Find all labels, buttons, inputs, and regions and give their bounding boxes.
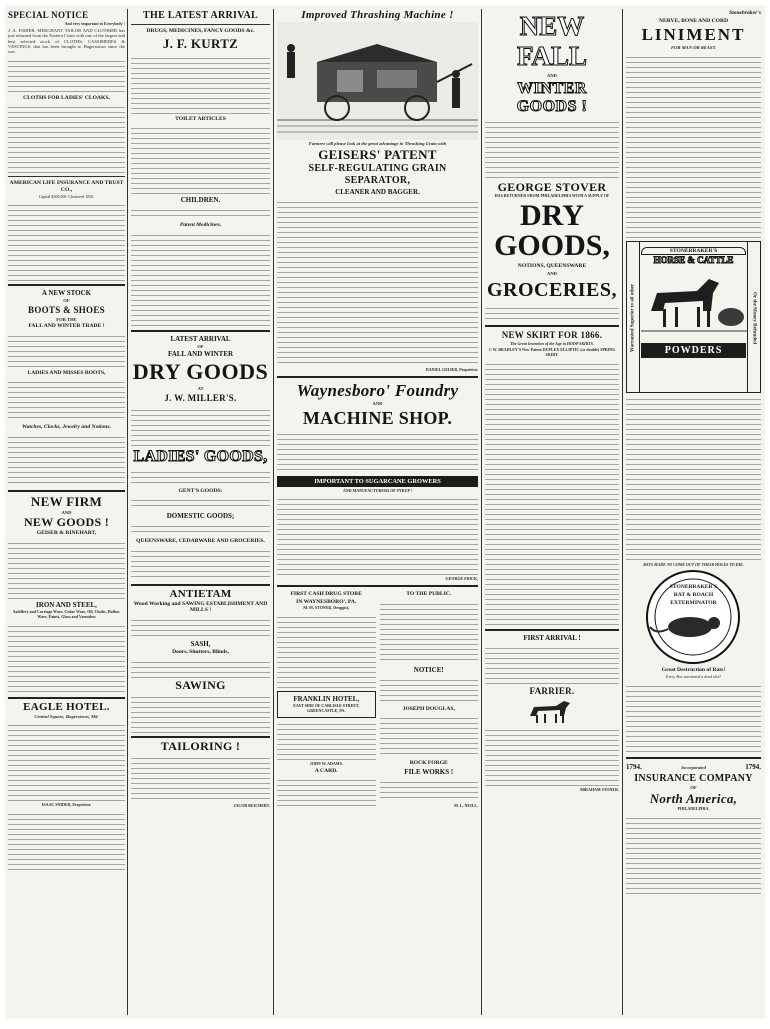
- powders-name: HORSE & CATTLE: [653, 255, 734, 266]
- geiser-signature: DANIEL GEISER, Proprietor.: [425, 367, 478, 373]
- text-block: [277, 776, 376, 810]
- skirt-name: J. W. BRADLEY'S New Patent DUPLEX ELLIPTIC (or double) SPRING SKIRT.: [488, 347, 616, 357]
- queensware-heading: QUEENSWARE, CEDARWARE AND GROCERIES.: [136, 538, 265, 545]
- powders-center: [641, 246, 746, 361]
- insurance-sub: Capital $500,000. Chartered 1850.: [38, 193, 95, 199]
- watches-heading: Watches, Clocks, Jewelry and Notions.: [22, 424, 111, 431]
- geiser-patent-title: GEISERS' PATENT: [318, 147, 437, 163]
- text-block: [626, 814, 761, 894]
- bottom-split: [277, 590, 478, 812]
- franklin-hotel-box: [277, 691, 376, 718]
- year-right: 1794.: [745, 762, 761, 771]
- text-block: [277, 495, 478, 575]
- text-block: [8, 378, 125, 422]
- thrashing-caption: Farmers will please look at the great advantage in Thrashing Grain with: [308, 141, 447, 146]
- text-block: [485, 644, 619, 684]
- stover-dry-goods: DRY GOODS,: [494, 199, 610, 263]
- special-notice-title: SPECIAL NOTICE: [8, 10, 89, 20]
- machine-shop-title: MACHINE SHOP.: [302, 407, 453, 428]
- text-block: [277, 198, 478, 366]
- text-block: [131, 754, 270, 802]
- incorporated-label: Incorporated: [681, 764, 706, 770]
- stonebraker-title: Stonebraker's: [728, 10, 761, 16]
- patent-heading: Patent Medicines.: [179, 222, 222, 229]
- text-block: [277, 430, 478, 474]
- year-left: 1794.: [626, 762, 642, 771]
- drug-column: [277, 590, 376, 812]
- column-3: [277, 9, 478, 1015]
- insurance-title: AMERICAN LIFE INSURANCE AND TRUST CO.,: [9, 180, 124, 194]
- geiser-rinehart: GEISER & RINEHART,: [36, 530, 97, 537]
- side-text-left: Warranted Superior to all other: [630, 283, 636, 352]
- text-block: [626, 53, 761, 239]
- latest-arrival-sub: DRUGS, MEDICINES, FANCY GOODS &c.: [146, 28, 255, 34]
- text-block: [485, 726, 619, 786]
- insurance-city: PHILADELPHIA.: [677, 806, 710, 812]
- fall-winter-heading: FALL AND WINTER: [167, 350, 234, 359]
- column-2: [131, 9, 270, 1015]
- text-block: [380, 676, 479, 704]
- franklin-hotel-sub: EAST SIDE OF CARLISLE STREET, GREENCASTLE, PA.: [293, 703, 360, 713]
- kurtz-name: J. F. KURTZ: [162, 35, 239, 51]
- rat-seal-text: [646, 583, 741, 607]
- text-block: [8, 57, 125, 93]
- iron-steel-title: IRON AND STEEL,: [36, 601, 97, 609]
- skirt-sub: The Great Invention of the Age in HOOP SKIRTS.: [510, 341, 594, 347]
- notice-heading: NOTICE!: [413, 665, 444, 674]
- thrashing-machine-illustration: [277, 22, 478, 140]
- powders-ad: [626, 241, 761, 393]
- franklin-hotel-title: FRANKLIN HOTEL,: [293, 695, 360, 704]
- rat-exterminator-ad: [626, 569, 761, 665]
- drug-store-title: FIRST CASH DRUG STORE: [290, 591, 362, 598]
- side-bar-right: [747, 242, 760, 392]
- liniment-sub: FOR MAN OR BEAST.: [670, 45, 717, 51]
- text-block: [131, 547, 270, 581]
- cloths-heading: CLOTHS FOR LADIES' CLOAKS,: [23, 94, 110, 101]
- miller-name: J. W. MILLER'S.: [164, 392, 237, 403]
- drug-store-owner: M. M. STONER, Druggist,: [303, 605, 350, 611]
- side-bar-left: [627, 242, 640, 392]
- column-5: [626, 9, 761, 1015]
- text-block: [277, 720, 376, 760]
- foundry-title: Waynesboro' Foundry: [296, 381, 459, 401]
- boots-for: FOR THE: [56, 316, 77, 322]
- boots-title: A NEW STOCK: [41, 289, 92, 298]
- text-block: [131, 231, 270, 327]
- stover-name: GEORGE STOVER: [497, 180, 607, 195]
- notices-column: [380, 590, 479, 812]
- dry-goods-at: AT: [197, 386, 204, 392]
- rats-great: Great Destruction of Rats!: [661, 667, 726, 674]
- text-block: [131, 658, 270, 678]
- text-block: [380, 714, 479, 758]
- gents-goods-heading: GENT'S GOODS:: [178, 487, 223, 494]
- notions-heading: NOTIONS, QUEENSWARE: [517, 263, 587, 270]
- side-text-right: Or the Money Refunded: [751, 291, 757, 344]
- latest-arrival-title: THE LATEST ARRIVAL: [143, 10, 258, 21]
- text-block: [8, 103, 125, 173]
- eagle-hotel-owner: ISAAC SNIDER, Proprietor.: [41, 802, 92, 807]
- new-goods-title: NEW GOODS !: [23, 515, 110, 530]
- text-block: [131, 693, 270, 733]
- boots-name: BOOTS & SHOES: [28, 304, 105, 315]
- column-1: [8, 9, 125, 1015]
- dry-goods-title: DRY GOODS: [132, 359, 269, 385]
- iron-steel-sub: Saddlery and Carriage Ware, Cedar Ware, Oil, Cloths, Hollow Ware, Paints, Glass and Varnishes: [13, 609, 120, 619]
- text-block: [131, 468, 270, 486]
- liniment-title: LINIMENT: [641, 25, 746, 45]
- text-block: [8, 539, 125, 599]
- text-block: [131, 54, 270, 114]
- franklin-hotel-owner: JOHN W. ADAMS.: [309, 760, 343, 766]
- farrier-heading: FARRIER.: [529, 685, 575, 696]
- new-firm-title: NEW FIRM: [30, 494, 103, 509]
- text-block: [485, 304, 619, 322]
- winter-goods-title: WINTER GOODS !: [516, 80, 588, 116]
- text-block: [277, 613, 376, 689]
- text-block: [8, 622, 125, 694]
- douglas-heading: JOSEPH DOUGLAS,: [402, 705, 455, 712]
- thrashing-headline: Improved Thrashing Machine !: [301, 9, 454, 21]
- text-block: [485, 118, 619, 180]
- text-block: [131, 496, 270, 510]
- north-america-title: North America,: [649, 791, 738, 807]
- boots-of: OF: [63, 298, 70, 304]
- text-block: [8, 721, 125, 801]
- stover-sub: HAS RETURNED FROM PHILADELPHIA WITH A SUPPLY OF: [494, 193, 610, 199]
- file-works-heading: FILE WORKS !: [404, 767, 454, 776]
- latest-of: OF: [197, 343, 204, 349]
- special-notice-sub: And very important to Everybody !: [64, 21, 125, 26]
- boots-sub: LADIES AND MISSES BOOTS,: [27, 369, 106, 376]
- special-notice-text: J. A. FISHER, MERCHANT TAILOR AND CLOTHIER has just returned from the Eastern Cities with one of the largest and best selected stock of CLOTHS, CASSIMERES & VESTINGS, that has been brought to Hagerstown since the war.: [8, 27, 125, 55]
- new-fall-and: AND: [547, 73, 557, 78]
- rats-sub: Every Box warranted a dead shot!: [666, 673, 721, 679]
- text-block: [380, 600, 479, 664]
- column-4: [485, 9, 619, 1015]
- boots-season: FALL AND WINTER TRADE !: [28, 323, 105, 330]
- ladies-goods-heading: LADIES' GOODS,: [133, 447, 268, 465]
- text-block: [485, 360, 619, 626]
- sawing-heading: SAWING: [175, 677, 226, 692]
- newspaper-page: [5, 5, 765, 1019]
- tailoring-title: TAILORING !: [160, 738, 241, 753]
- foundry-and: AND: [372, 401, 383, 407]
- domestic-heading: DOMESTIC GOODS;: [166, 512, 235, 521]
- eagle-hotel-sub: Central Square, Hagerstown, Md.: [34, 713, 99, 719]
- rats-word: EXTERMINATOR: [670, 599, 717, 606]
- horse-cattle-icon: [641, 265, 748, 341]
- new-firm-and: AND: [61, 510, 72, 515]
- rats-brand: STONEBRAKER'S: [669, 584, 718, 591]
- text-block: [8, 810, 125, 870]
- antietam-title: ANTIETAM: [169, 587, 232, 600]
- horse-icon: [522, 698, 582, 724]
- text-block: [131, 522, 270, 536]
- column-rule: [127, 9, 128, 1015]
- column-rule: [481, 9, 482, 1015]
- latest-arrival-2: LATEST ARRIVAL: [170, 334, 231, 343]
- children-heading: CHILDREN.: [180, 196, 221, 205]
- foundry-signature: GEORGE FRICK,: [445, 576, 478, 582]
- tailor-name: JACOB REICHERT.: [233, 802, 270, 808]
- text-block: [131, 206, 270, 220]
- sugarcane-heading: IMPORTANT TO SUGARCANE GROWERS: [277, 476, 478, 487]
- powders-word: POWDERS: [641, 343, 746, 358]
- text-block: [626, 395, 761, 561]
- powders-banner: STONEBRAKER'S: [641, 247, 746, 256]
- column-rule: [273, 9, 274, 1015]
- text-block: [626, 682, 761, 754]
- groceries-title: GROCERIES,: [486, 279, 618, 302]
- skirt-title: NEW SKIRT FOR 1866.: [501, 330, 603, 341]
- stonebraker-sub: NERVE, BONE AND CORD: [658, 17, 729, 24]
- text-block: [8, 332, 125, 368]
- eagle-hotel-title: EAGLE HOTEL.: [23, 700, 110, 713]
- sash-heading: SASH,: [190, 639, 211, 648]
- insurance-of: OF: [690, 784, 697, 790]
- new-fall-title: NEW FALL: [516, 11, 587, 71]
- toilet-heading: TOILET ARTICLES: [175, 115, 226, 122]
- text-block: [8, 201, 125, 281]
- rock-forge-heading: ROCK FORGE: [409, 760, 448, 767]
- antietam-sub: Wood Working and SAWING ESTABLISHMENT AND MILLS !: [133, 600, 268, 614]
- rats-title: RATS MADE TO COME OUT OF THEIR HOLES TO DIE.: [643, 561, 744, 567]
- column-rule: [622, 9, 623, 1015]
- notions-and: AND: [547, 270, 557, 276]
- text-block: [131, 124, 270, 194]
- geiser-patent-sub: CLEANER AND BAGGER.: [335, 188, 420, 197]
- insurance-company-title: INSURANCE COMPANY: [634, 772, 753, 784]
- insurance-years: [626, 762, 761, 772]
- text-block: [131, 406, 270, 446]
- public-heading: TO THE PUBLIC.: [406, 591, 452, 598]
- sugarcane-sub: AND MANUFACTURERS OF SYRUP !: [342, 487, 413, 493]
- card-heading: A CARD.: [314, 767, 338, 774]
- rats-name: RAT & ROACH: [673, 591, 714, 598]
- geiser-patent-title2: SELF-REGULATING GRAIN SEPARATOR,: [308, 163, 447, 187]
- text-block: [380, 778, 479, 802]
- rock-forge-owner: M. L. NEILL.: [454, 802, 478, 808]
- text-block: [8, 433, 125, 487]
- first-arrival-heading: FIRST ARRIVAL !: [523, 633, 581, 642]
- text-block: [131, 616, 270, 638]
- drug-store-town: IN WAYNESBORO', PA.: [296, 598, 357, 605]
- farrier-owner: ABRAHAM STONER.: [579, 786, 619, 792]
- doors-heading: Doors, Shutters, Blinds,: [172, 648, 229, 655]
